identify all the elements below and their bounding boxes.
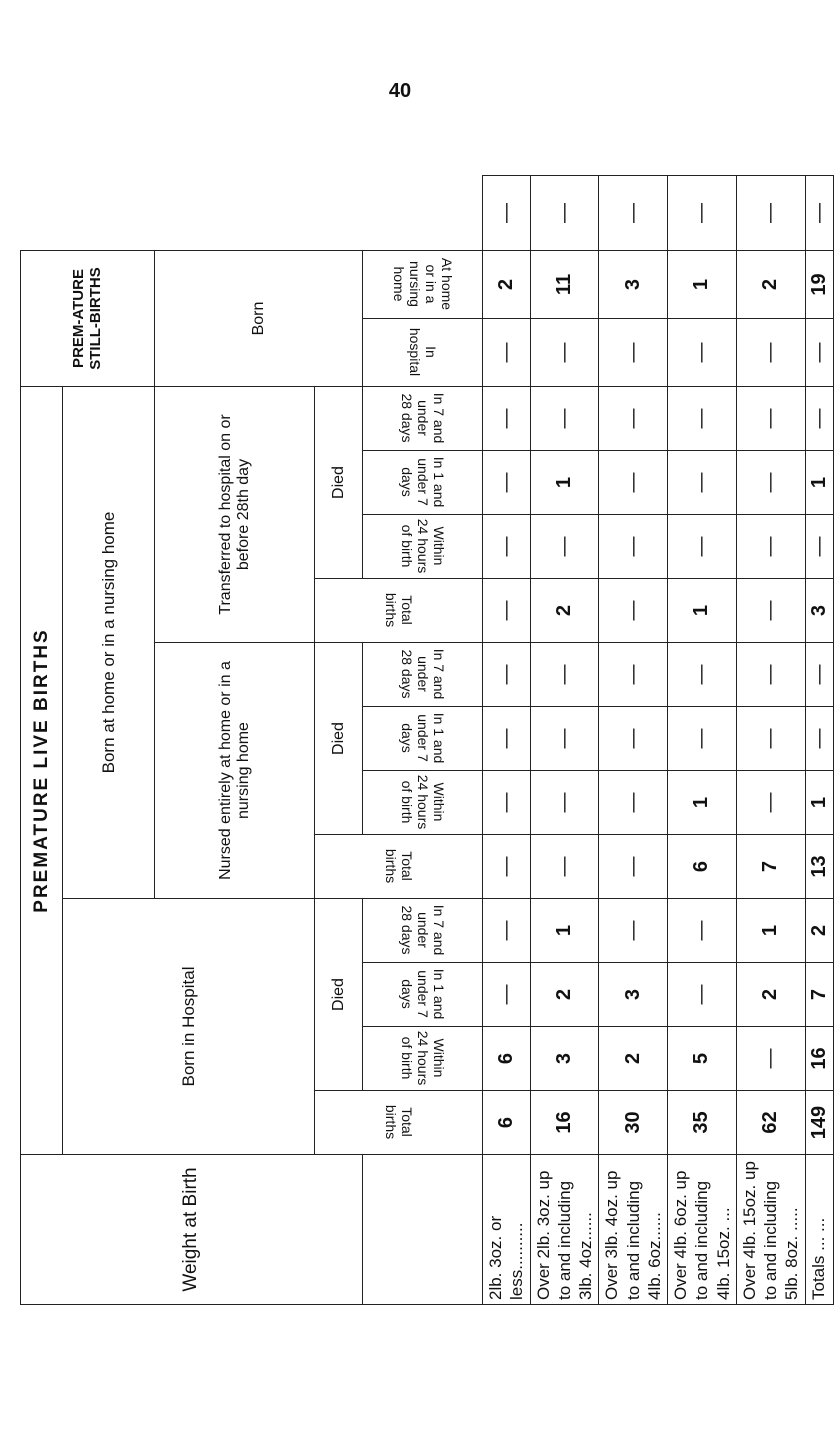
value-cell: — xyxy=(530,771,599,835)
value-cell: 5 xyxy=(668,1027,737,1091)
weight-row-label: Over 2lb. 3oz. up to and including 3lb. 4oz...... xyxy=(530,1155,599,1305)
value-cell: — xyxy=(483,176,531,251)
total-cell: — xyxy=(805,515,833,579)
weight-header: Weight at Birth xyxy=(21,1155,363,1305)
value-cell: 2 xyxy=(530,579,599,643)
value-cell: — xyxy=(483,319,531,387)
premature-stillbirths-header: PREM-ATURE STILL-BIRTHS xyxy=(21,250,155,386)
value-cell: 1 xyxy=(668,579,737,643)
value-cell: — xyxy=(736,319,805,387)
col-hospital-24h: Within 24 hours of birth xyxy=(363,1027,483,1091)
total-cell: 7 xyxy=(805,963,833,1027)
value-cell: — xyxy=(599,176,668,251)
value-cell: 3 xyxy=(599,963,668,1027)
value-cell: — xyxy=(483,579,531,643)
col-still-home: At home or in a nursing home xyxy=(363,250,483,318)
value-cell: — xyxy=(483,835,531,899)
value-cell: — xyxy=(668,176,737,251)
value-cell: — xyxy=(736,451,805,515)
total-cell: 1 xyxy=(805,451,833,515)
col-nursed-total: Total births xyxy=(315,835,483,899)
value-cell: — xyxy=(668,899,737,963)
value-cell: — xyxy=(736,643,805,707)
col-transferred-7-28: In 7 and under 28 days xyxy=(363,387,483,451)
value-cell: — xyxy=(483,387,531,451)
total-cell: 149 xyxy=(805,1091,833,1155)
value-cell: — xyxy=(483,899,531,963)
value-cell: 7 xyxy=(736,835,805,899)
value-cell: 6 xyxy=(483,1091,531,1155)
nursed-at-home-header: Nursed entirely at home or in a nursing home xyxy=(155,643,315,899)
nursed-died-header: Died xyxy=(315,643,363,835)
total-cell: — xyxy=(805,707,833,771)
value-cell: — xyxy=(599,835,668,899)
premature-births-table xyxy=(20,175,834,1305)
total-cell: 2 xyxy=(805,899,833,963)
col-still-hospital: In hospital xyxy=(363,319,483,387)
value-cell: — xyxy=(668,707,737,771)
value-cell: — xyxy=(599,899,668,963)
value-cell: — xyxy=(483,771,531,835)
col-nursed-7-28: In 7 and under 28 days xyxy=(363,643,483,707)
born-at-home-header: Born at home or in a nursing home xyxy=(63,387,155,899)
value-cell: 2 xyxy=(599,1027,668,1091)
value-cell: — xyxy=(599,579,668,643)
value-cell: — xyxy=(736,707,805,771)
col-nursed-24h: Within 24 hours of birth xyxy=(363,771,483,835)
total-cell: — xyxy=(805,643,833,707)
value-cell: — xyxy=(530,707,599,771)
value-cell: — xyxy=(736,387,805,451)
value-cell: — xyxy=(736,515,805,579)
value-cell: — xyxy=(483,451,531,515)
col-transferred-total: Total births xyxy=(315,579,483,643)
table-title: PREMATURE LIVE BIRTHS xyxy=(21,387,63,1155)
transferred-header: Transferred to hospital on or before 28th day xyxy=(155,387,315,643)
value-cell: — xyxy=(530,387,599,451)
value-cell: 62 xyxy=(736,1091,805,1155)
weight-row-label: 2lb. 3oz. or less.......... xyxy=(483,1155,531,1305)
value-cell: — xyxy=(668,515,737,579)
value-cell: — xyxy=(530,643,599,707)
total-cell: 3 xyxy=(805,579,833,643)
value-cell: 35 xyxy=(668,1091,737,1155)
rotated-table-wrapper xyxy=(20,175,830,1305)
value-cell: — xyxy=(668,387,737,451)
col-hospital-7-28: In 7 and under 28 days xyxy=(363,899,483,963)
total-cell: — xyxy=(805,319,833,387)
col-hospital-total: Total births xyxy=(315,1091,483,1155)
value-cell: — xyxy=(599,387,668,451)
value-cell: 3 xyxy=(599,250,668,318)
value-cell: 1 xyxy=(530,899,599,963)
weight-row-label: Over 4lb. 6oz. up to and including 4lb. 15oz. ... xyxy=(668,1155,737,1305)
value-cell: — xyxy=(599,451,668,515)
value-cell: — xyxy=(736,579,805,643)
transferred-died-header: Died xyxy=(315,387,363,579)
value-cell: 1 xyxy=(668,771,737,835)
hospital-died-header: Died xyxy=(315,899,363,1091)
col-hospital-1-7: In 1 and under 7 days xyxy=(363,963,483,1027)
value-cell: — xyxy=(599,515,668,579)
table-row xyxy=(483,176,531,1305)
table-row xyxy=(668,176,737,1305)
total-cell: — xyxy=(805,387,833,451)
value-cell: 1 xyxy=(736,899,805,963)
value-cell: 2 xyxy=(530,963,599,1027)
value-cell: — xyxy=(483,963,531,1027)
table-row xyxy=(599,176,668,1305)
value-cell: 2 xyxy=(736,963,805,1027)
total-cell: 1 xyxy=(805,771,833,835)
total-cell: 16 xyxy=(805,1027,833,1091)
total-cell: — xyxy=(805,176,833,251)
value-cell: 6 xyxy=(668,835,737,899)
value-cell: — xyxy=(530,176,599,251)
value-cell: — xyxy=(530,319,599,387)
value-cell: — xyxy=(736,1027,805,1091)
value-cell: — xyxy=(599,643,668,707)
value-cell: 2 xyxy=(736,250,805,318)
born-in-hospital-header: Born in Hospital xyxy=(63,899,315,1155)
weight-row-label: Over 4lb. 15oz. up to and including 5lb. 8oz. ..... xyxy=(736,1155,805,1305)
value-cell: — xyxy=(530,835,599,899)
value-cell: 6 xyxy=(483,1027,531,1091)
value-cell: — xyxy=(483,707,531,771)
totals-label: Totals ... ... xyxy=(805,1155,833,1305)
value-cell: — xyxy=(599,707,668,771)
table-row xyxy=(530,176,599,1305)
value-cell: — xyxy=(483,515,531,579)
value-cell: — xyxy=(530,515,599,579)
total-cell: 19 xyxy=(805,250,833,318)
col-nursed-1-7: In 1 and under 7 days xyxy=(363,707,483,771)
page-number: 40 xyxy=(388,80,412,102)
value-cell: 1 xyxy=(530,451,599,515)
value-cell: — xyxy=(668,451,737,515)
value-cell: — xyxy=(668,319,737,387)
value-cell: — xyxy=(599,771,668,835)
value-cell: 1 xyxy=(668,250,737,318)
total-cell: 13 xyxy=(805,835,833,899)
value-cell: 3 xyxy=(530,1027,599,1091)
value-cell: 11 xyxy=(530,250,599,318)
value-cell: 30 xyxy=(599,1091,668,1155)
value-cell: — xyxy=(736,176,805,251)
value-cell: — xyxy=(483,643,531,707)
table-body xyxy=(483,176,834,1305)
col-transferred-24h: Within 24 hours of birth xyxy=(363,515,483,579)
value-cell: 2 xyxy=(483,250,531,318)
weight-row-label: Over 3lb. 4oz. up to and including 4lb. 6oz...... xyxy=(599,1155,668,1305)
table-row xyxy=(736,176,805,1305)
value-cell: — xyxy=(599,319,668,387)
totals-row xyxy=(805,176,833,1305)
value-cell: — xyxy=(668,963,737,1027)
weight-header-spacer xyxy=(363,1155,483,1305)
born-header: Born xyxy=(155,250,363,386)
value-cell: — xyxy=(668,643,737,707)
value-cell: — xyxy=(736,771,805,835)
col-transferred-1-7: In 1 and under 7 days xyxy=(363,451,483,515)
value-cell: 16 xyxy=(530,1091,599,1155)
